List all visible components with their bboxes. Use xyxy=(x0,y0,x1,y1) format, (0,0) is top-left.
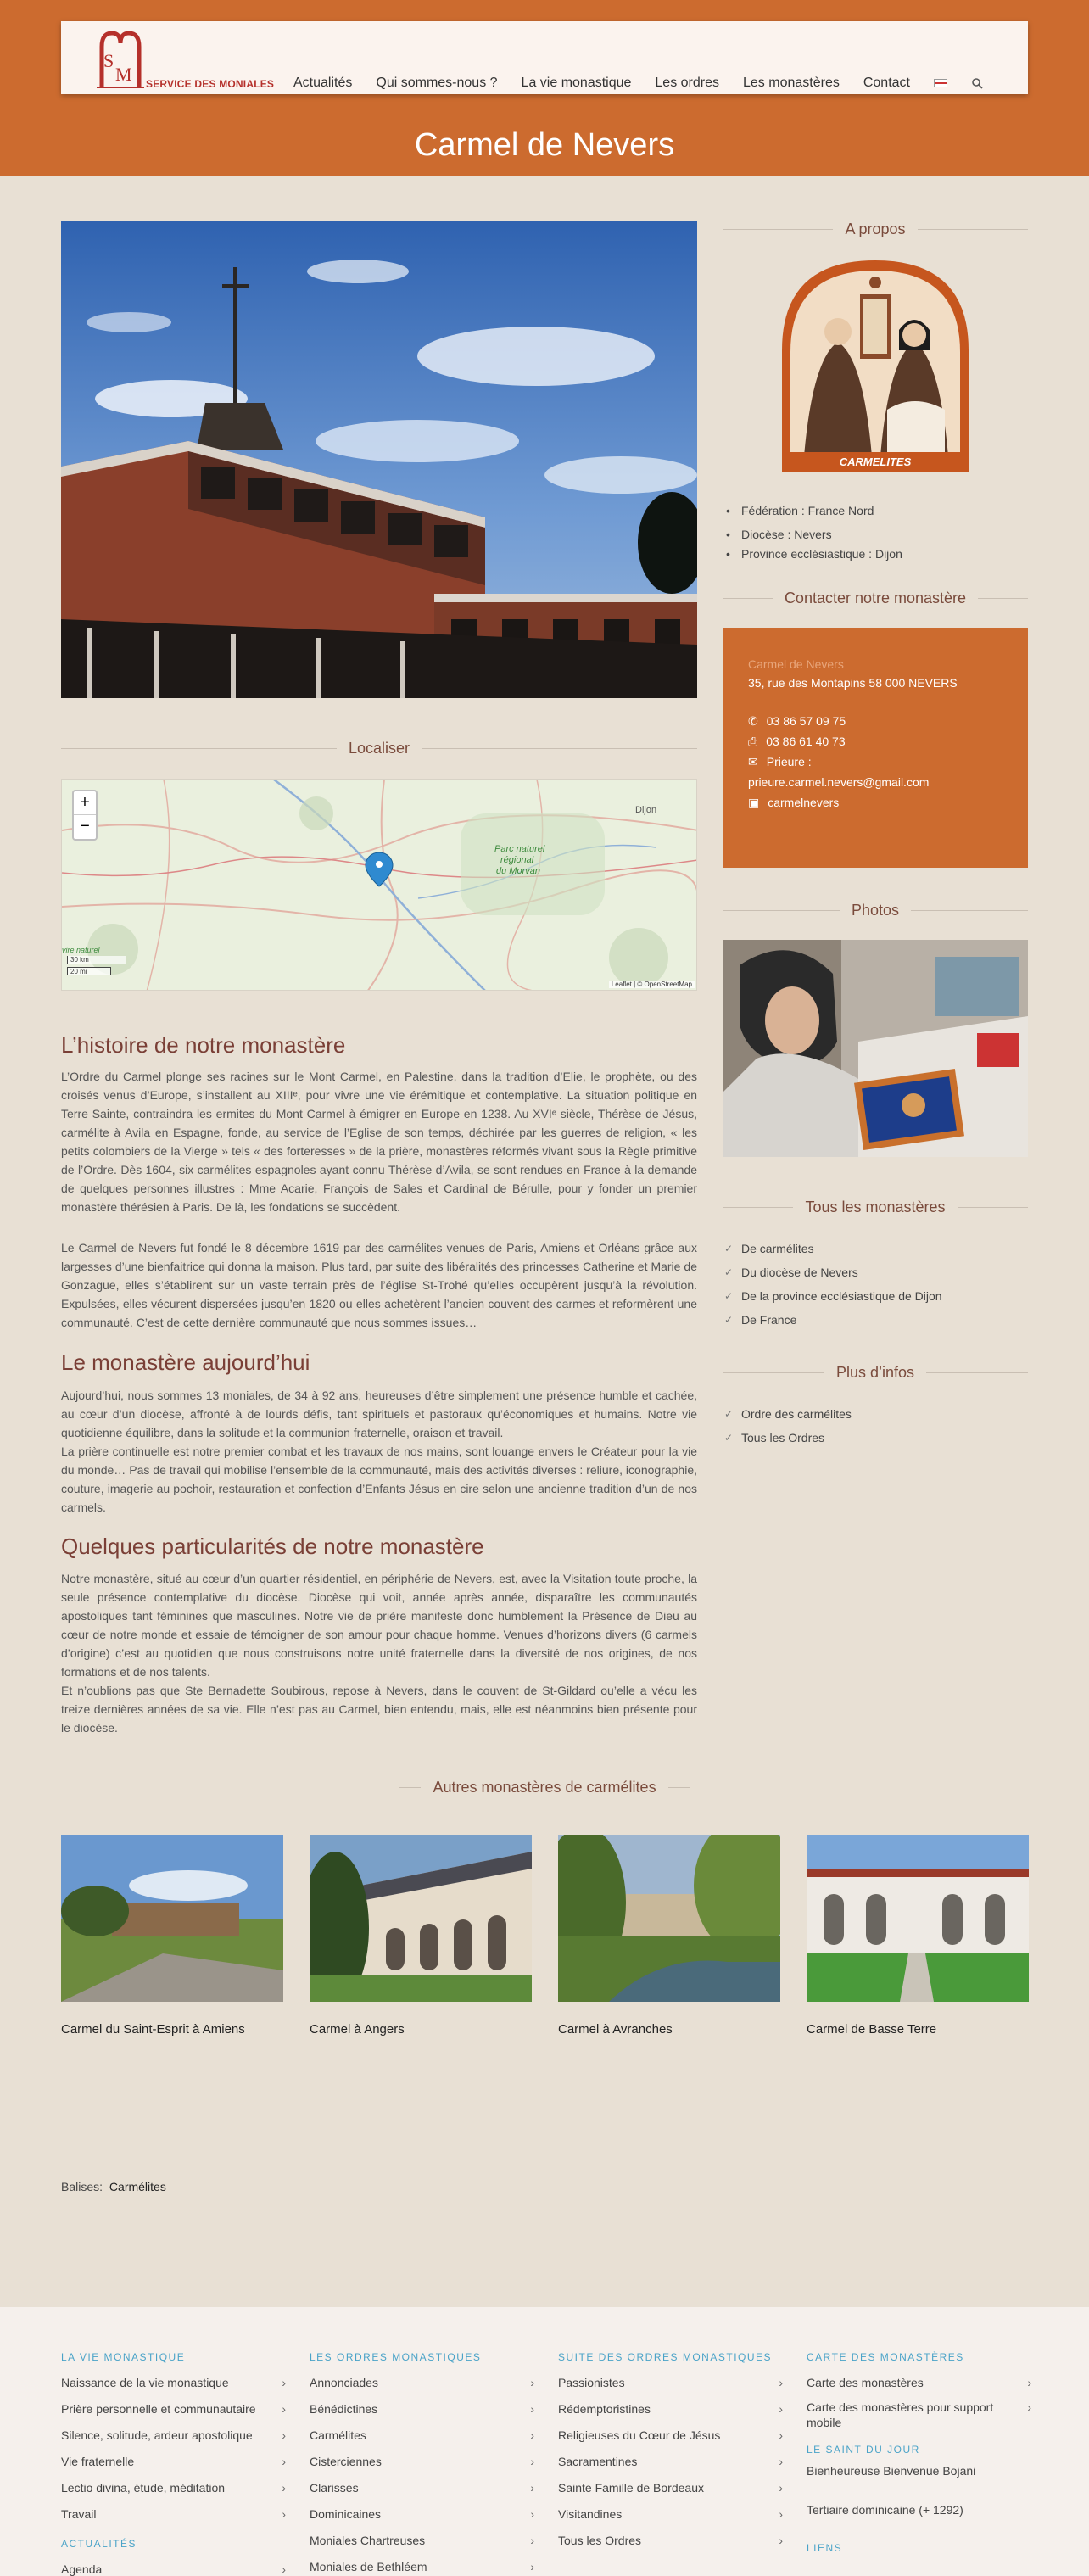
monastery-photo xyxy=(61,221,697,698)
contact-fax: 03 86 61 40 73 xyxy=(766,735,846,748)
zoom-in-button[interactable]: + xyxy=(74,791,96,815)
apropos-heading xyxy=(723,221,1028,238)
link-diocese-nevers[interactable]: ✓ Du diocèse de Nevers xyxy=(723,1260,942,1284)
svg-text:S: S xyxy=(103,50,114,71)
more-info-heading-text: Plus d’infos xyxy=(835,1364,915,1381)
search-icon[interactable] xyxy=(971,77,983,89)
card-caption[interactable]: Carmel à Avranches xyxy=(558,2022,673,2037)
footer-link[interactable]: Prière personnelle et communautaire xyxy=(61,2402,256,2416)
today-paragraph-2: La prière continuelle est notre premier combat et les travaux de nos mains, sont louange envers le Créateur pour la vie du monde… Pas de travail qui mobilise l’ensemble de la communauté, mais des activités diverses : reliure, iconographie, couture, imagerie au pochoir, restauration et confection d’Enfants Jésus en cire selon une ancienne tradition d’un de nos carmels. xyxy=(61,1444,697,1514)
chevron-right-icon: › xyxy=(282,2402,286,2416)
skype-icon: ▣ xyxy=(748,796,760,809)
footer-heading-saint: LE SAINT DU JOUR xyxy=(807,2444,920,2456)
history-title: L’histoire de notre monastère xyxy=(61,1032,346,1058)
language-flag-icon[interactable] xyxy=(934,79,947,87)
contact-address: 35, rue des Montapins 58 000 NEVERS xyxy=(748,676,958,690)
zoom-out-button[interactable]: − xyxy=(80,817,90,835)
card-image-avranches[interactable] xyxy=(558,1835,780,2002)
footer-link[interactable]: Carmélites xyxy=(310,2428,366,2442)
chevron-right-icon: › xyxy=(779,2534,783,2547)
link-de-france[interactable]: ✓ De France xyxy=(723,1308,942,1332)
card-image-basse-terre[interactable] xyxy=(807,1835,1029,2002)
today-paragraph-1: Aujourd’hui, nous sommes 13 moniales, de 34 à 92 ans, heureuses d’être simplement une présence humble et cachée, au cœur d’un diocèse, affronté à de lourds défis, tant spirituels et pastoraux qu’économiques et humains. Notre vie quotidienne équilibre, dans la solitude et la communion fraternelle, oraison et travail. xyxy=(61,1389,697,1439)
footer-link[interactable]: Religieuses du Cœur de Jésus xyxy=(558,2428,721,2442)
tags-row xyxy=(61,2180,166,2193)
contact-heading-text: Contacter notre monastère xyxy=(784,590,967,606)
map-label-dijon: Dijon xyxy=(635,805,657,815)
carmelites-badge xyxy=(779,257,972,472)
footer-link[interactable]: Silence, solitude, ardeur apostolique xyxy=(61,2428,253,2442)
chevron-right-icon: › xyxy=(530,2560,534,2573)
svg-text:régional: régional xyxy=(500,855,534,865)
history-paragraph-2: Le Carmel de Nevers fut fondé le 8 décembre 1619 par des carmélites venues de Paris, Amiens et Orléans grâce aux largesses d’une bienfaitrice qui donna la maison. Plus tard, par suite des libéralités des princesses Catherine et Marie de Gonzague, elles s’établirent sur un vaste terrain près de l’église St-Trohé qu’elles occupèrent jusqu’à la révolution. Expulsées, elles vécurent dispersées jusqu’en 1820 ou elles achetèrent l’ancien couvent des carmes et reformèrent une communauté. C’est de cette dernière communauté que nous sommes issues… xyxy=(61,1241,697,1329)
footer-link[interactable]: Vie fraternelle xyxy=(61,2455,135,2468)
footer-link[interactable]: Clarisses xyxy=(310,2481,359,2495)
footer-col-carte xyxy=(807,2351,1031,2561)
contact-phone[interactable]: 03 86 57 09 75 xyxy=(766,714,846,728)
map-attribution[interactable]: Leaflet | © OpenStreetMap xyxy=(609,981,695,988)
footer-link[interactable]: Dominicaines xyxy=(310,2507,382,2521)
footer-link[interactable]: Naissance de la vie monastique xyxy=(61,2376,229,2389)
nav-ordres[interactable]: Les ordres xyxy=(655,75,719,90)
localiser-heading-text: Localiser xyxy=(348,740,410,757)
footer-link[interactable]: Carte des monastères pour support mobile xyxy=(807,2400,994,2429)
card-caption[interactable]: Carmel à Angers xyxy=(310,2022,405,2037)
footer-link[interactable]: Moniales Chartreuses xyxy=(310,2534,426,2547)
chevron-right-icon: › xyxy=(530,2481,534,2495)
footer-col-ordres xyxy=(310,2351,534,2576)
footer-link[interactable]: Passionistes xyxy=(558,2376,625,2389)
main-nav xyxy=(293,75,983,91)
footer-link[interactable]: Tous les Ordres xyxy=(558,2534,642,2547)
chevron-right-icon: › xyxy=(530,2376,534,2389)
chevron-right-icon: › xyxy=(282,2481,286,2495)
contact-name: Carmel de Nevers xyxy=(748,657,844,671)
footer-col-vie xyxy=(61,2351,286,2576)
nav-monasteres[interactable]: Les monastères xyxy=(743,75,840,90)
contact-skype[interactable]: carmelnevers xyxy=(768,796,840,809)
photos-heading xyxy=(723,902,1028,919)
chevron-right-icon: › xyxy=(779,2455,783,2468)
footer-heading-carte: CARTE DES MONASTÈRES xyxy=(807,2351,964,2363)
footer-link[interactable]: Agenda xyxy=(61,2562,103,2576)
more-info-heading xyxy=(723,1364,1028,1382)
footer-link[interactable]: Sainte Famille de Bordeaux xyxy=(558,2481,704,2495)
others-heading-text: Autres monastères de carmélites xyxy=(433,1779,656,1796)
svg-text:M: M xyxy=(115,64,132,85)
brand-name: SERVICE DES MONIALES xyxy=(146,78,275,90)
navbar xyxy=(61,21,1028,94)
all-monasteries-list xyxy=(723,1237,942,1332)
contact-heading xyxy=(723,590,1028,607)
monastery-card[interactable] xyxy=(558,1835,780,2037)
map-tiles xyxy=(62,780,697,991)
contact-box xyxy=(723,628,1028,868)
card-caption[interactable]: Carmel du Saint-Esprit à Amiens xyxy=(61,2022,245,2037)
more-info-list xyxy=(723,1402,852,1450)
card-caption[interactable]: Carmel de Basse Terre xyxy=(807,2022,937,2037)
chevron-right-icon: › xyxy=(779,2428,783,2442)
chevron-right-icon: › xyxy=(530,2534,534,2547)
fact-diocese: • Diocèse : Nevers xyxy=(723,522,902,546)
footer-col-suite xyxy=(558,2351,783,2554)
map-scale-km: 30 km xyxy=(67,956,126,964)
today-title: Le monastère aujourd’hui xyxy=(61,1349,310,1375)
card-image-angers[interactable] xyxy=(310,1835,532,2002)
location-map[interactable] xyxy=(61,779,697,991)
nav-contact[interactable]: Contact xyxy=(863,75,910,90)
chevron-right-icon: › xyxy=(779,2481,783,2495)
nav-vie-monastique[interactable]: La vie monastique xyxy=(521,75,632,90)
nav-actualites[interactable]: Actualités xyxy=(293,75,353,90)
svg-text:du Morvan: du Morvan xyxy=(496,866,540,876)
page-title: Carmel de Nevers xyxy=(414,127,675,163)
chevron-right-icon: › xyxy=(530,2507,534,2521)
apropos-heading-text: A propos xyxy=(845,221,906,237)
particular-paragraph-2: Et n’oublions pas que Ste Bernadette Soubirous, repose à Nevers, dans le couvent de St-Gildard ou’elle a vécu les treize dernières années de sa vie. Elle n’est pas au Carmel, bien entendu, mais, elle est néanmoins bien présente pour le diocèse. xyxy=(61,1684,697,1735)
svg-text:Parc naturel: Parc naturel xyxy=(494,844,545,854)
chevron-right-icon: › xyxy=(282,2428,286,2442)
fax-icon: ⎙ xyxy=(748,735,758,748)
badge-caption: CARMELITES xyxy=(839,455,912,468)
logo-monogram xyxy=(90,28,149,89)
card-image-amiens[interactable] xyxy=(61,1835,283,2002)
chevron-right-icon: › xyxy=(779,2507,783,2521)
footer-heading-actualites: ACTUALITÉS xyxy=(61,2538,137,2550)
map-zoom-control xyxy=(72,790,98,841)
localiser-heading xyxy=(61,740,697,757)
all-monasteries-heading xyxy=(723,1199,1028,1216)
chevron-right-icon: › xyxy=(530,2428,534,2442)
link-province-dijon[interactable]: ✓ De la province ecclésiastique de Dijon xyxy=(723,1284,942,1308)
footer-link[interactable]: Cisterciennes xyxy=(310,2455,382,2468)
map-park-label xyxy=(465,826,585,835)
footer-link[interactable]: Moniales de Bethléem xyxy=(310,2560,427,2573)
link-tous-ordres[interactable]: ✓ Tous les Ordres xyxy=(723,1426,852,1450)
link-de-carmelites[interactable]: ✓ De carmélites xyxy=(723,1237,942,1260)
monastery-card[interactable] xyxy=(61,1835,283,2037)
footer-link[interactable]: Annonciades xyxy=(310,2376,378,2389)
chevron-right-icon: › xyxy=(1027,2376,1031,2389)
fact-province: • Province ecclésiastique : Dijon xyxy=(723,546,902,562)
contact-email[interactable]: prieure.carmel.nevers@gmail.com xyxy=(748,775,930,789)
chevron-right-icon: › xyxy=(282,2562,286,2576)
history-paragraph-1: L’Ordre du Carmel plonge ses racines sur le Mont Carmel, en Palestine, dans la tradition d’Elie, le prophète, ou des croisés venus d’Europe, s’installent au XIIIᵉ, pour vivre une vie érémitique et contemplative. La situation politique en Terre Sainte, contraindra les ermites du Mont Carmel à émigrer en Europe en 1238. Au XVIᵉ siècle, Thérèse de Jésus, carmélite à Avila en Espagne, fonde, au service de l’Eglise de son temps, déchirée par les guerres de religion, « les petits colombiers de la Vierge » tels « des forteresses » de la prière, monastères réformés vivant sous la Règle primitive de l’Ordre. Dès 1604, six carmélites espagnoles ayant connu Thérèse d’Avila, se sont rendues en France à la demande de quelques personnes illustres : Mme Acarie, François de Sales et Cardinal de Bérulle, pour y fonder un premier monastère thérésien à Paris. De là, les fondations se succèdent. xyxy=(61,1070,697,1214)
footer-heading-ordres: LES ORDRES MONASTIQUES xyxy=(310,2351,482,2363)
footer-link[interactable]: Lectio divina, étude, méditation xyxy=(61,2481,226,2495)
facts-list xyxy=(723,499,902,562)
chevron-right-icon: › xyxy=(1027,2400,1031,2414)
link-ordre-carmelites[interactable]: ✓ Ordre des carmélites xyxy=(723,1402,852,1426)
fact-federation: • Fédération : France Nord xyxy=(723,499,902,522)
monastery-card[interactable] xyxy=(310,1835,532,2037)
tags-label: Balises: xyxy=(61,2180,103,2193)
chevron-right-icon: › xyxy=(282,2455,286,2468)
site-logo[interactable] xyxy=(90,28,307,89)
footer-link[interactable]: Sacramentines xyxy=(558,2455,638,2468)
map-scale-mi: 20 mi xyxy=(67,967,111,975)
chevron-right-icon: › xyxy=(282,2507,286,2521)
all-monasteries-heading-text: Tous les monastères xyxy=(805,1199,946,1215)
gallery-photo[interactable] xyxy=(723,940,1028,1157)
footer-heading-liens: LIENS xyxy=(807,2542,843,2554)
others-heading xyxy=(399,1779,690,1796)
saint-name[interactable]: Bienheureuse Bienvenue Bojani xyxy=(807,2464,976,2478)
footer-link[interactable]: Travail xyxy=(61,2507,97,2521)
footer-heading-vie: LA VIE MONASTIQUE xyxy=(61,2351,186,2363)
nav-qui-sommes-nous[interactable]: Qui sommes-nous ? xyxy=(376,75,498,90)
chevron-right-icon: › xyxy=(530,2455,534,2468)
particular-title: Quelques particularités de notre monastère xyxy=(61,1534,484,1559)
footer-link[interactable]: Carte des monastères xyxy=(807,2376,924,2389)
email-icon: ✉ xyxy=(748,755,758,768)
tag-carmelites[interactable]: Carmélites xyxy=(109,2180,166,2193)
particular-paragraph-1: Notre monastère, situé au cœur d’un quartier résidentiel, en périphérie de Nevers, est, avec la Visitation toute proche, la seule présence contemplative du diocèse. Diocèse qui voit, année après année, disparaître les communautés apostoliques tant féminines que masculines. Notre vie de prière manifeste donc humblement la Présence de Dieu au cœur de notre monde et essaie de témoigner de son amour pour chaque homme. Venues d’horizons divers (6 carmels d’origine) c’est au quotidien que nous construisons notre unité fraternelle dans la diversité de nos origines, de nos formations et de nos talents. xyxy=(61,1572,697,1679)
chevron-right-icon: › xyxy=(779,2376,783,2389)
contact-email-label: Prieure : xyxy=(766,755,812,768)
chevron-right-icon: › xyxy=(779,2402,783,2416)
footer-link[interactable]: Rédemptoristines xyxy=(558,2402,651,2416)
chevron-right-icon: › xyxy=(282,2376,286,2389)
footer-heading-suite: SUITE DES ORDRES MONASTIQUES xyxy=(558,2351,773,2363)
phone-icon: ✆ xyxy=(748,714,758,728)
photos-heading-text: Photos xyxy=(851,902,900,919)
saint-desc: Tertiaire dominicaine (+ 1292) xyxy=(807,2503,963,2517)
chevron-right-icon: › xyxy=(530,2402,534,2416)
footer-link[interactable]: Bénédictines xyxy=(310,2402,378,2416)
footer-link[interactable]: Visitandines xyxy=(558,2507,623,2521)
monastery-card[interactable] xyxy=(807,1835,1029,2037)
map-label-vire: vire naturel xyxy=(62,946,100,954)
